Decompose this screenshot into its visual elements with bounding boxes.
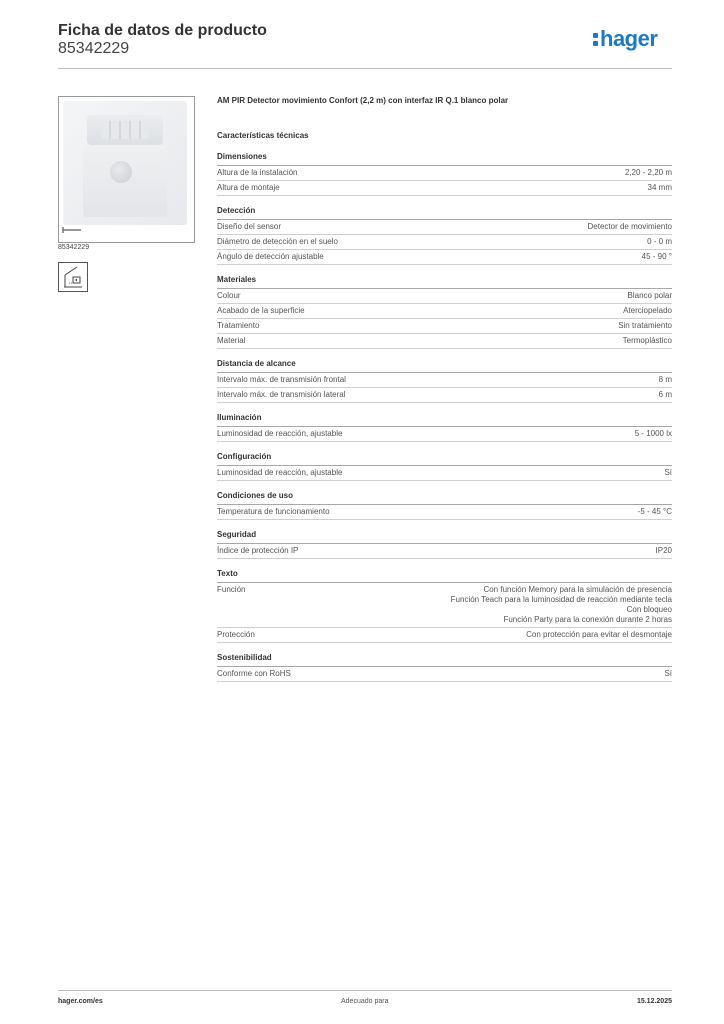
spec-value-line: Con función Memory para la simulación de presencia (483, 585, 672, 594)
spec-value-line: Sí (664, 468, 672, 477)
spec-label: Ángulo de detección ajustable (217, 252, 324, 261)
spec-label: Temperatura de funcionamiento (217, 507, 330, 516)
spec-row (217, 166, 672, 181)
spec-row (217, 181, 672, 196)
spec-value (647, 237, 672, 247)
section-heading: Detección (217, 205, 672, 220)
spec-row (217, 583, 672, 628)
spec-row (217, 373, 672, 388)
spec-value (664, 669, 672, 679)
spec-value-line: 6 m (658, 390, 672, 399)
spec-value-line: IP20 (655, 546, 672, 555)
spec-value (638, 507, 672, 517)
section-heading: Materiales (217, 274, 672, 289)
sidebar-product-number: 85342229 (58, 244, 90, 251)
logo-text: hager (600, 26, 658, 51)
spec-section (217, 151, 672, 196)
spec-value-line: Sin tratamiento (618, 321, 672, 330)
spec-section (217, 529, 672, 559)
spec-label: Altura de montaje (217, 183, 280, 192)
specs-title: Características técnicas (217, 131, 309, 140)
spec-label: Índice de protección IP (217, 546, 299, 555)
spec-value-line: Con bloqueo (626, 605, 672, 614)
spec-label: Luminosidad de reacción, ajustable (217, 429, 343, 438)
spec-row (217, 427, 672, 442)
spec-label: Diámetro de detección en el suelo (217, 237, 338, 246)
spec-row (217, 334, 672, 349)
hager-logo (593, 26, 657, 52)
spec-section (217, 451, 672, 481)
spec-section (217, 490, 672, 520)
spec-value-line: Blanco polar (627, 291, 672, 300)
spec-value-line: 45 - 90 ° (641, 252, 672, 261)
spec-label: Altura de la instalación (217, 168, 298, 177)
section-heading: Texto (217, 568, 672, 583)
spec-value (623, 306, 672, 316)
spec-value (659, 375, 672, 385)
spec-value (659, 390, 672, 400)
spec-value-line: 8 m (658, 375, 672, 384)
spec-value (656, 546, 672, 556)
spec-section (217, 652, 672, 682)
spec-row (217, 544, 672, 559)
spec-value-line: Detector de movimiento (587, 222, 672, 231)
spec-section (217, 568, 672, 643)
spec-value-line: Función Teach para la luminosidad de reacción mediante tecla (450, 595, 672, 604)
spec-value-line: Función Party para la conexión durante 2 horas (503, 615, 672, 624)
spec-value (618, 321, 672, 331)
product-sensor-eye (110, 161, 132, 183)
section-heading: Condiciones de uso (217, 490, 672, 505)
spec-label: Función (217, 585, 246, 594)
spec-label: Intervalo máx. de transmisión lateral (217, 390, 346, 399)
spec-label: Intervalo máx. de transmisión frontal (217, 375, 346, 384)
spec-row (217, 388, 672, 403)
spec-value (588, 222, 672, 232)
spec-row (217, 289, 672, 304)
product-lens (87, 115, 163, 145)
spec-value-line: -5 - 45 °C (637, 507, 672, 516)
footer-website-link[interactable]: hager.com/es (58, 998, 103, 1005)
spec-value (623, 336, 672, 346)
section-heading: Sostenibilidad (217, 652, 672, 667)
spec-value (526, 630, 672, 640)
spec-section (217, 358, 672, 403)
spec-value (648, 183, 672, 193)
product-image-frame (58, 96, 195, 243)
footer-suitable-for: Adecuado para (341, 998, 389, 1005)
motion-detector-image (63, 101, 187, 225)
spec-value (635, 429, 672, 439)
spec-value-line: Sí (664, 669, 672, 678)
spec-row (217, 250, 672, 265)
spec-row (217, 667, 672, 682)
spec-row (217, 304, 672, 319)
spec-value (625, 168, 672, 178)
spec-row (217, 319, 672, 334)
section-heading: Dimensiones (217, 151, 672, 166)
spec-label: Diseño del sensor (217, 222, 282, 231)
footer-date: 15.12.2025 (636, 998, 672, 1005)
spec-value-line: Con protección para evitar el desmontaje (526, 630, 672, 639)
spec-value (664, 468, 672, 478)
spec-row (217, 235, 672, 250)
section-heading: Configuración (217, 451, 672, 466)
spec-value (628, 291, 672, 301)
installation-height-icon (58, 262, 88, 292)
spec-section (217, 274, 672, 349)
spec-label: Tratamiento (217, 321, 260, 330)
spec-value-line: 5 - 1000 lx (634, 429, 672, 438)
product-number-header: 85342229 (58, 40, 130, 57)
spec-row (217, 220, 672, 235)
spec-value-line: 34 mm (647, 183, 672, 192)
spec-section (217, 205, 672, 265)
spec-row (217, 466, 672, 481)
section-heading: Distancia de alcance (217, 358, 672, 373)
spec-value-line: 0 - 0 m (647, 237, 672, 246)
spec-label: Protección (217, 630, 255, 639)
product-name: AM PIR Detector movimiento Confort (2,2 m) con interfaz IR Q.1 blanco polar (217, 96, 509, 105)
page-title: Ficha de datos de producto (58, 22, 267, 39)
spec-value-line: Termoplástico (622, 336, 672, 345)
spec-value (642, 252, 672, 262)
spec-label: Luminosidad de reacción, ajustable (217, 468, 343, 477)
spec-row (217, 628, 672, 643)
spec-value-line: Aterciopelado (623, 306, 672, 315)
spec-label: Conforme con RoHS (217, 669, 291, 678)
spec-label: Acabado de la superficie (217, 306, 305, 315)
logo-dots-icon (593, 30, 599, 48)
spec-value (451, 585, 672, 625)
spec-row (217, 505, 672, 520)
spec-label: Material (217, 336, 246, 345)
footer-divider (58, 990, 672, 991)
section-heading: Seguridad (217, 529, 672, 544)
scale-ruler-icon (62, 226, 82, 234)
specs-sections (217, 151, 672, 691)
spec-section (217, 412, 672, 442)
spec-value-line: 2,20 - 2,20 m (624, 168, 672, 177)
spec-label: Colour (217, 291, 241, 300)
header-divider (58, 68, 672, 69)
section-heading: Iluminación (217, 412, 672, 427)
